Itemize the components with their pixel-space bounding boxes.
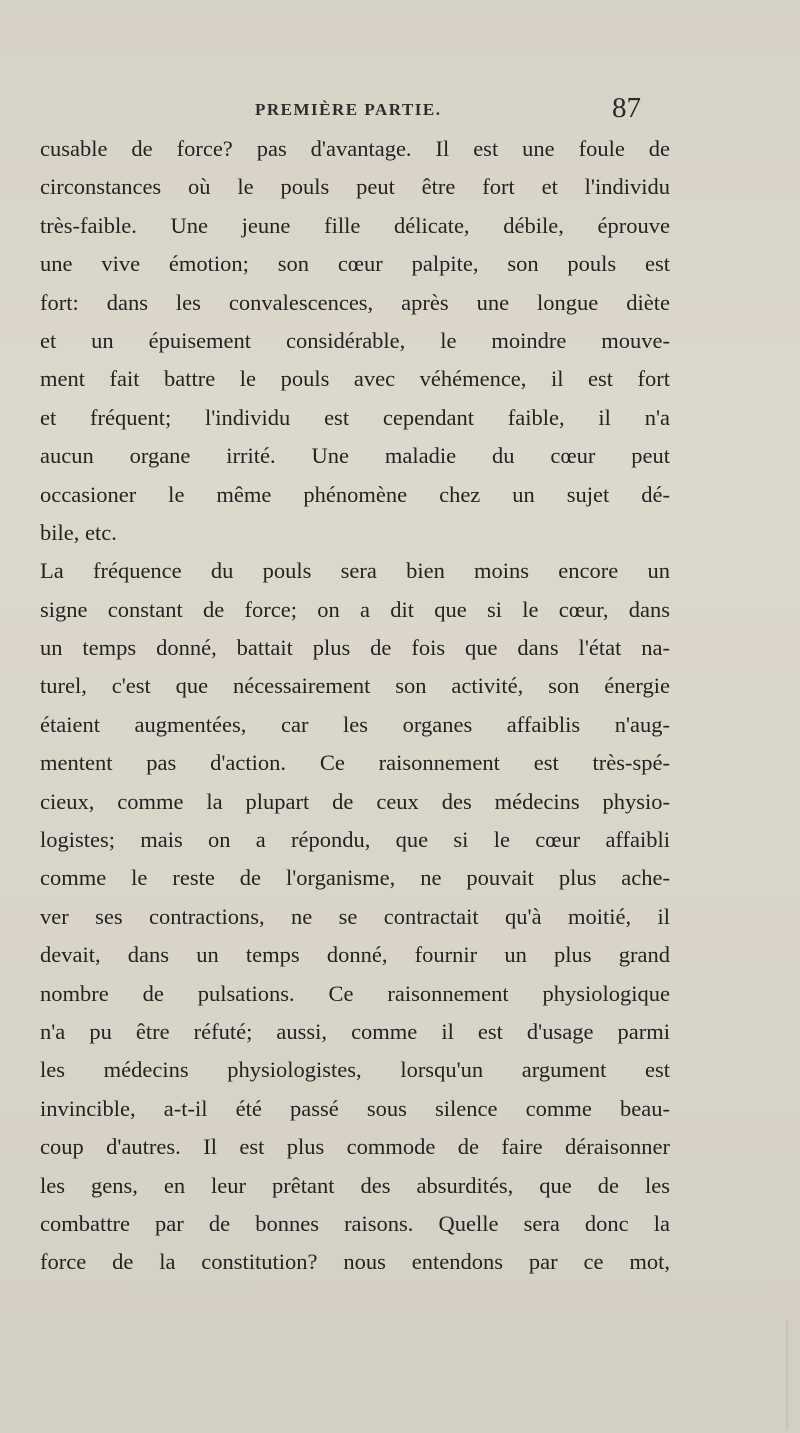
text-line: et fréquent; l'individu est cependant faible, il n'a — [40, 404, 670, 430]
text-line: invincible, a-t-il été passé sous silence comme beau- — [40, 1095, 670, 1121]
text-line: turel, c'est que nécessairement son activité, son énergie — [40, 673, 670, 699]
running-head: PREMIÈRE PARTIE. — [255, 100, 442, 119]
text-line: étaient augmentées, car les organes affaiblis n'aug- — [40, 711, 670, 737]
text-line: combattre par de bonnes raisons. Quelle sera donc la — [40, 1210, 670, 1236]
text-line: devait, dans un temps donné, fournir un plus grand — [40, 942, 670, 968]
text-line: coup d'autres. Il est plus commode de faire déraisonner — [40, 1134, 670, 1160]
text-line: cusable de force? pas d'avantage. Il est une foule de — [40, 136, 670, 161]
text-line: occasioner le même phénomène chez un sujet dé- — [40, 481, 670, 507]
text-line: fort: dans les convalescences, après une longue diète — [40, 289, 670, 315]
text-line: mentent pas d'action. Ce raisonnement est très-spé- — [40, 750, 670, 776]
text-line: une vive émotion; son cœur palpite, son pouls est — [40, 251, 670, 277]
text-line: ment fait battre le pouls avec véhémence, il est fort — [40, 366, 670, 392]
page-number: 87 — [612, 92, 641, 124]
text-line: signe constant de force; on a dit que si le cœur, dans — [40, 596, 670, 622]
text-line: aucun organe irrité. Une maladie du cœur peut — [40, 443, 670, 469]
text-line: logistes; mais on a répondu, que si le cœur affaibli — [40, 827, 670, 853]
text-line: ver ses contractions, ne se contractait qu'à moitié, il — [40, 903, 670, 929]
text-line: et un épuisement considérable, le moindre mouve- — [40, 327, 670, 353]
page-edge-shadow — [786, 1320, 788, 1430]
text-line: force de la constitution? nous entendons par ce mot, — [40, 1249, 670, 1275]
page-header — [0, 92, 800, 128]
text-line: les gens, en leur prêtant des absurdités, que de les — [40, 1172, 670, 1198]
text-line: les médecins physiologistes, lorsqu'un argument est — [40, 1057, 670, 1083]
paragraph-start-line: La fréquence du pouls sera bien moins encore un — [40, 558, 670, 584]
text-line: un temps donné, battait plus de fois que dans l'état na- — [40, 635, 670, 661]
text-line: circonstances où le pouls peut être fort et l'individu — [40, 174, 670, 200]
body-text — [40, 130, 670, 1282]
text-line: bile, etc. — [40, 519, 117, 545]
text-line: n'a pu être réfuté; aussi, comme il est d'usage parmi — [40, 1018, 670, 1044]
text-line: comme le reste de l'organisme, ne pouvait plus ache- — [40, 865, 670, 891]
text-line: très-faible. Une jeune fille délicate, débile, éprouve — [40, 212, 670, 238]
text-line: nombre de pulsations. Ce raisonnement physiologique — [40, 980, 670, 1006]
text-line: cieux, comme la plupart de ceux des médecins physio- — [40, 788, 670, 814]
